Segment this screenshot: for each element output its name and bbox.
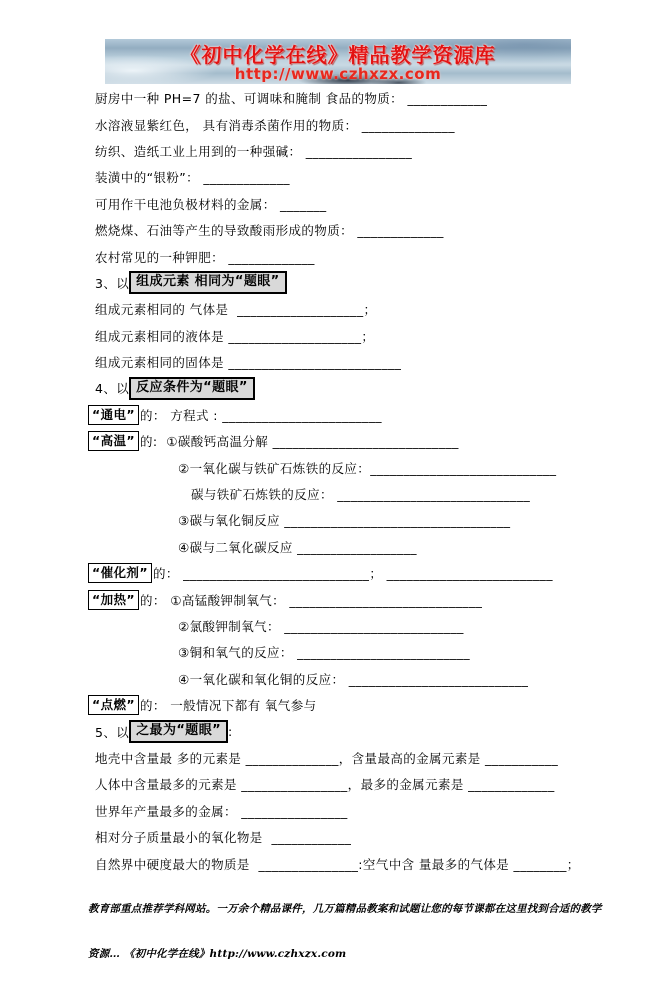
condition-line: 一般情况下都有 氧气参与 <box>170 698 317 714</box>
condition-suffix: 的： <box>140 698 171 714</box>
condition-suffix: 的： <box>152 566 184 582</box>
condition-box-label: “催化剂” <box>88 563 152 583</box>
text-line: ④一氧化碳和氧化铜的反应： ___________________________ <box>178 671 529 687</box>
footer-note <box>88 872 628 992</box>
condition-row-jiare <box>0 586 662 612</box>
text-line: ②一氧化碳与铁矿石炼铁的反应：____________________________ <box>178 460 557 476</box>
text-line: 装潢中的“银粉”： _____________ <box>95 170 290 186</box>
text-line: 可用作干电池负极材料的金属： _______ <box>95 196 327 212</box>
text-line: ④碳与二氧化碳反应 __________________ <box>178 539 417 555</box>
text-line: 人体中含量最多的元素是 ________________，最多的金属元素是 _____________ <box>95 777 555 793</box>
section-3-heading <box>0 270 662 296</box>
condition-box-label: “点燃” <box>88 695 139 715</box>
condition-line: ①高锰酸钾制氧气： _____________________________ <box>170 592 483 608</box>
text-line: 组成元素相同的 气体是 ___________________； <box>95 302 377 318</box>
condition-row-dianran <box>0 692 662 718</box>
condition-box-label: “高温” <box>88 431 139 451</box>
site-banner <box>105 39 571 84</box>
text-line: 燃烧煤、石油等产生的导致酸雨形成的物质： _____________ <box>95 223 444 239</box>
text-line: 地壳中含量最 多的元素是 ______________，含量最高的金属元素是 ___________ <box>95 750 559 766</box>
section-4-heading <box>0 375 662 401</box>
text-line: 厨房中一种 PH=7 的盐、可调味和腌制 食品的物质： ____________ <box>95 91 488 107</box>
text-line: ③铜和氧气的反应： __________________________ <box>178 645 471 661</box>
text-line: 碳与铁矿石炼铁的反应： _____________________________ <box>191 487 531 503</box>
section-5-colon: : <box>228 724 233 740</box>
text-line: 世界年产量最多的金属： ________________ <box>95 803 348 819</box>
text-line: 相对分子质量最小的氧化物是 ____________ <box>95 830 352 846</box>
condition-box-label: “加热” <box>88 590 139 610</box>
condition-line: ____________________________； _________________________ <box>183 566 553 582</box>
footer-line-2: 资源… 《初中化学在线》http://www.czhxzx.com <box>88 948 347 960</box>
text-line: ②氯酸钾制氧气： ___________________________ <box>178 619 464 634</box>
section-3-box-label: 组成元素 相同为“题眼” <box>129 271 286 294</box>
text-line: 组成元素相同的固体是 __________________________ <box>95 355 402 371</box>
banner-url-link[interactable]: http://www.czhxzx.com <box>234 65 442 83</box>
text-line: 自然界中硬度最大的物质是 _______________:空气中含 量最多的气体是 ________； <box>95 856 580 872</box>
text-line: 农村常见的一种钾肥： _____________ <box>95 249 315 265</box>
condition-line: 方程式 : ________________________ <box>170 407 382 423</box>
text-line: 纺织、造纸工业上用到的一种强碱： ________________ <box>95 143 413 159</box>
condition-suffix: 的： <box>140 407 171 423</box>
section-4-box-label: 反应条件为“题眼” <box>129 377 255 400</box>
section-3-number: 3、以 <box>95 275 130 291</box>
condition-line: ①碳酸钙高温分解 ____________________________ <box>166 434 459 450</box>
banner-title: 《初中化学在线》精品教学资源库 <box>180 43 496 67</box>
condition-box-label: “通电” <box>88 405 139 425</box>
section-5-box-label: 之最为“题眼” <box>129 720 228 743</box>
text-line: ③碳与氧化铜反应 __________________________________ <box>178 513 511 529</box>
condition-row-gaowen <box>0 428 662 454</box>
section-5-heading <box>0 718 662 744</box>
section-4-number: 4、以 <box>95 381 130 397</box>
condition-row-cuihuaji <box>0 560 662 586</box>
condition-row-dianlu <box>0 402 662 428</box>
section-5-number: 5、以 <box>95 724 130 740</box>
document-body <box>0 85 662 877</box>
condition-suffix: 的： <box>140 592 171 608</box>
text-line: 水溶液显紫红色， 具有消毒杀菌作用的物质： ______________ <box>95 117 455 133</box>
footer-line-1: 教育部重点推荐学科网站。一万余个精品课件，几万篇精品教案和试题让您的每节课都在这里找到合适的教学 <box>88 903 602 915</box>
condition-suffix: 的: <box>140 434 167 450</box>
text-line: 组成元素相同的液体是 ____________________； <box>95 328 375 344</box>
